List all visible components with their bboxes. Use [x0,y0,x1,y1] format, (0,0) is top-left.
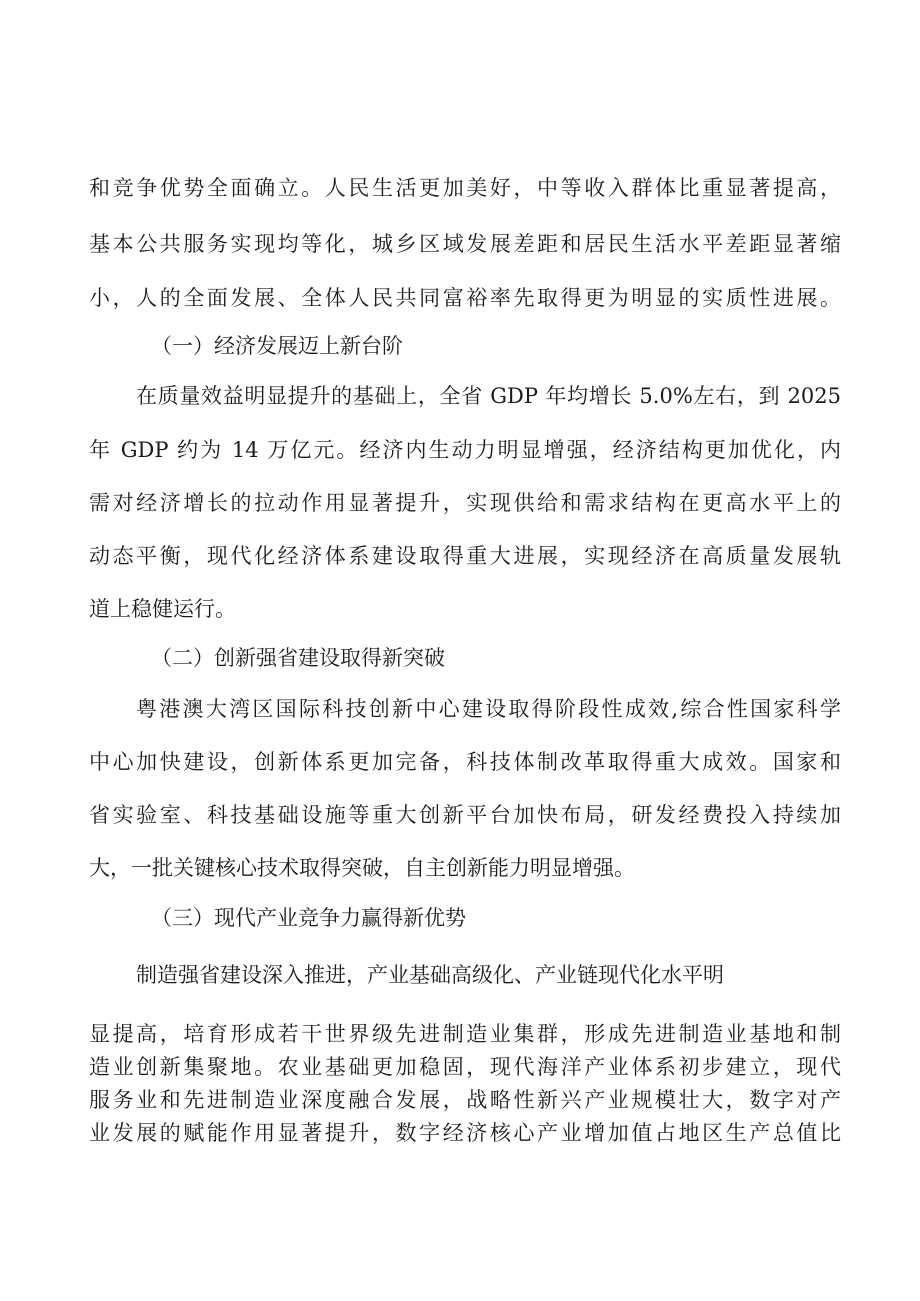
paragraph-line: 需对经济增长的拉动作用显著提升，实现供给和需求结构在更高水平上的 [89,491,841,515]
paragraph-line: 大，一批关键核心技术取得突破，自主创新能力明显增强。 [89,856,635,880]
paragraph-line: 年 GDP 约为 14 万亿元。经济内生动力明显增强，经济结构更加优化，内 [89,438,841,462]
paragraph-line: 基本公共服务实现均等化，城乡区域发展差距和居民生活水平差距显著缩 [89,232,841,256]
paragraph-line: 省实验室、科技基础设施等重大创新平台加快布局，研发经费投入持续加 [89,803,841,827]
paragraph-line: 造业创新集聚地。农业基础更加稳固，现代海洋产业体系初步建立，现代 [89,1055,841,1079]
paragraph-line: 中心加快建设，创新体系更加完备，科技体制改革取得重大成效。国家和 [89,750,841,774]
paragraph-line: 服务业和先进制造业深度融合发展，战略性新兴产业规模壮大，数字对产 [89,1088,841,1112]
paragraph-line: 粤港澳大湾区国际科技创新中心建设取得阶段性成效,综合性国家科学 [136,697,841,721]
paragraph-line: 和竞争优势全面确立。人民生活更加美好，中等收入群体比重显著提高， [89,176,841,200]
paragraph-line: 显提高，培育形成若干世界级先进制造业集群，形成先进制造业基地和制 [89,1022,841,1046]
paragraph-line: 小，人的全面发展、全体人民共同富裕率先取得更为明显的实质性进展。 [89,286,841,310]
section-heading-3: （三）现代产业竞争力赢得新优势 [151,906,466,930]
paragraph-line: 在质量效益明显提升的基础上，全省 GDP 年均增长 5.0%左右，到 2025 [136,384,841,408]
paragraph-line: 业发展的赋能作用显著提升，数字经济核心产业增加值占地区生产总值比 [89,1121,841,1145]
section-heading-2: （二）创新强省建设取得新突破 [151,646,445,670]
paragraph-line: 道上稳健运行。 [89,597,236,621]
paragraph-line: 制造强省建设深入推进，产业基础高级化、产业链现代化水平明 [136,963,724,987]
section-heading-1: （一）经济发展迈上新台阶 [151,334,403,358]
paragraph-line: 动态平衡，现代化经济体系建设取得重大进展，实现经济在高质量发展轨 [89,544,841,568]
